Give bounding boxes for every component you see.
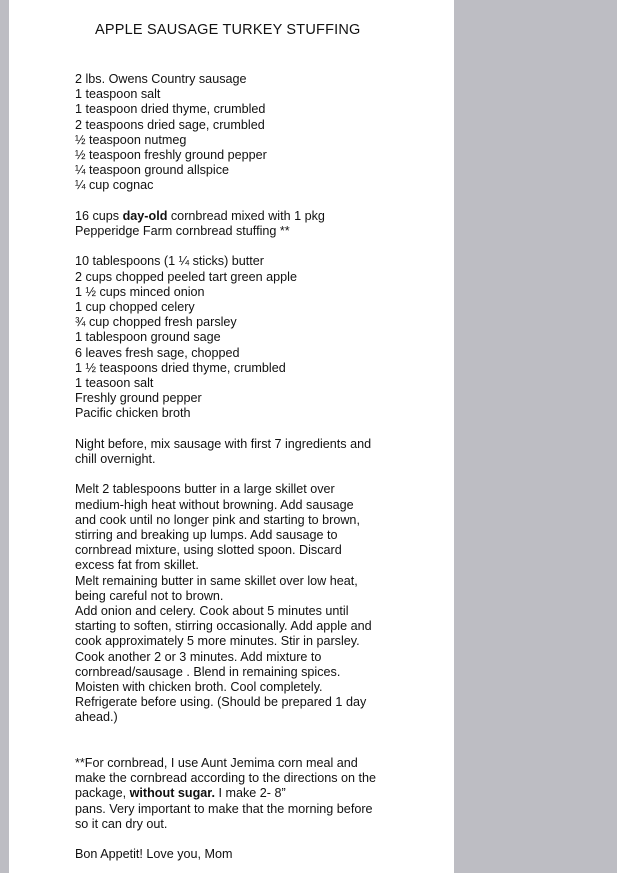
- note-line: so it can dry out.: [75, 816, 168, 831]
- direction-line: Refrigerate before using. (Should be prepared 1 day: [75, 695, 367, 710]
- instruction-line: Night before, mix sausage with first 7 ingredients and: [75, 436, 372, 451]
- direction-line: Moisten with chicken broth. Cool completely.: [75, 680, 323, 695]
- direction-line: ahead.): [75, 710, 118, 725]
- note-line: **For cornbread, I use Aunt Jemima corn meal and: [75, 756, 358, 771]
- ingredient-line: 6 leaves fresh sage, chopped: [75, 345, 240, 360]
- direction-line: cornbread mixture, using slotted spoon. Discard: [75, 543, 342, 558]
- direction-line: Melt 2 tablespoons butter in a large skillet over: [75, 482, 335, 497]
- ingredient-line: 1 teaspoon salt: [75, 87, 161, 102]
- cornbread-line-1: [75, 209, 445, 224]
- direction-line: starting to soften, stirring occasionally. Add apple and: [75, 619, 372, 634]
- ingredient-line: ½ teaspoon freshly ground pepper: [75, 148, 267, 163]
- ingredient-line: 1 ½ teaspoons dried thyme, crumbled: [75, 360, 286, 375]
- direction-line: and cook until no longer pink and starting to brown,: [75, 512, 360, 527]
- cornbread-line-2: Pepperidge Farm cornbread stuffing **: [75, 224, 290, 239]
- ingredient-line: 1 teaspoon dried thyme, crumbled: [75, 102, 266, 117]
- ingredient-line: 1 cup chopped celery: [75, 300, 195, 315]
- cornbread-ingredient: [75, 209, 445, 239]
- ingredient-line: 2 teaspoons dried sage, crumbled: [75, 117, 265, 132]
- recipe-title: APPLE SAUSAGE TURKEY STUFFING: [95, 22, 361, 38]
- ingredient-line: 1 teasoon salt: [75, 376, 154, 391]
- cornbread-text: cornbread mixed with 1 pkg: [167, 208, 325, 223]
- direction-line: excess fat from skillet.: [75, 558, 199, 573]
- direction-line: medium-high heat without browning. Add sausage: [75, 497, 354, 512]
- cornbread-emphasis: day-old: [122, 208, 168, 223]
- note-line: [75, 786, 445, 801]
- night-before-instructions: [75, 437, 445, 467]
- note-line: make the cornbread according to the directions on the: [75, 771, 377, 786]
- ingredient-line: ¼ cup cognac: [75, 178, 154, 193]
- ingredient-line: 10 tablespoons (1 ¼ sticks) butter: [75, 254, 265, 269]
- left-background-strip: [0, 0, 9, 873]
- note-emphasis: without sugar.: [129, 786, 215, 801]
- ingredient-line: 1 tablespoon ground sage: [75, 330, 221, 345]
- direction-line: cook approximately 5 more minutes. Stir in parsley.: [75, 634, 360, 649]
- instruction-line: chill overnight.: [75, 452, 156, 467]
- direction-line: Cook another 2 or 3 minutes. Add mixture to: [75, 649, 322, 664]
- cornbread-note: [75, 756, 445, 832]
- direction-line: stirring and breaking up lumps. Add sausage to: [75, 528, 338, 543]
- direction-line: cornbread/sausage . Blend in remaining spices.: [75, 664, 341, 679]
- direction-line: Melt remaining butter in same skillet over low heat,: [75, 573, 358, 588]
- recipe-body: [75, 72, 445, 862]
- directions: [75, 482, 445, 725]
- note-line: pans. Very important to make that the morning before: [75, 801, 373, 816]
- signoff-line: Bon Appetit! Love you, Mom: [75, 847, 233, 862]
- note-text: I make 2- 8”: [214, 786, 286, 801]
- sausage-ingredients-list: [75, 72, 445, 194]
- ingredient-line: ½ teaspoon nutmeg: [75, 132, 187, 147]
- main-ingredients-list: [75, 254, 445, 421]
- ingredient-line: 1 ½ cups minced onion: [75, 284, 205, 299]
- direction-line: Add onion and celery. Cook about 5 minutes until: [75, 604, 349, 619]
- ingredient-line: ¼ teaspoon ground allspice: [75, 163, 230, 178]
- note-text: package,: [75, 786, 130, 801]
- ingredient-line: Pacific chicken broth: [75, 406, 191, 421]
- ingredient-line: Freshly ground pepper: [75, 391, 202, 406]
- ingredient-line: 2 cups chopped peeled tart green apple: [75, 269, 297, 284]
- signoff: [75, 847, 445, 862]
- cornbread-text: 16 cups: [75, 208, 123, 223]
- direction-line: being careful not to brown.: [75, 588, 224, 603]
- ingredient-line: 2 lbs. Owens Country sausage: [75, 72, 247, 86]
- ingredient-line: ¾ cup chopped fresh parsley: [75, 315, 237, 330]
